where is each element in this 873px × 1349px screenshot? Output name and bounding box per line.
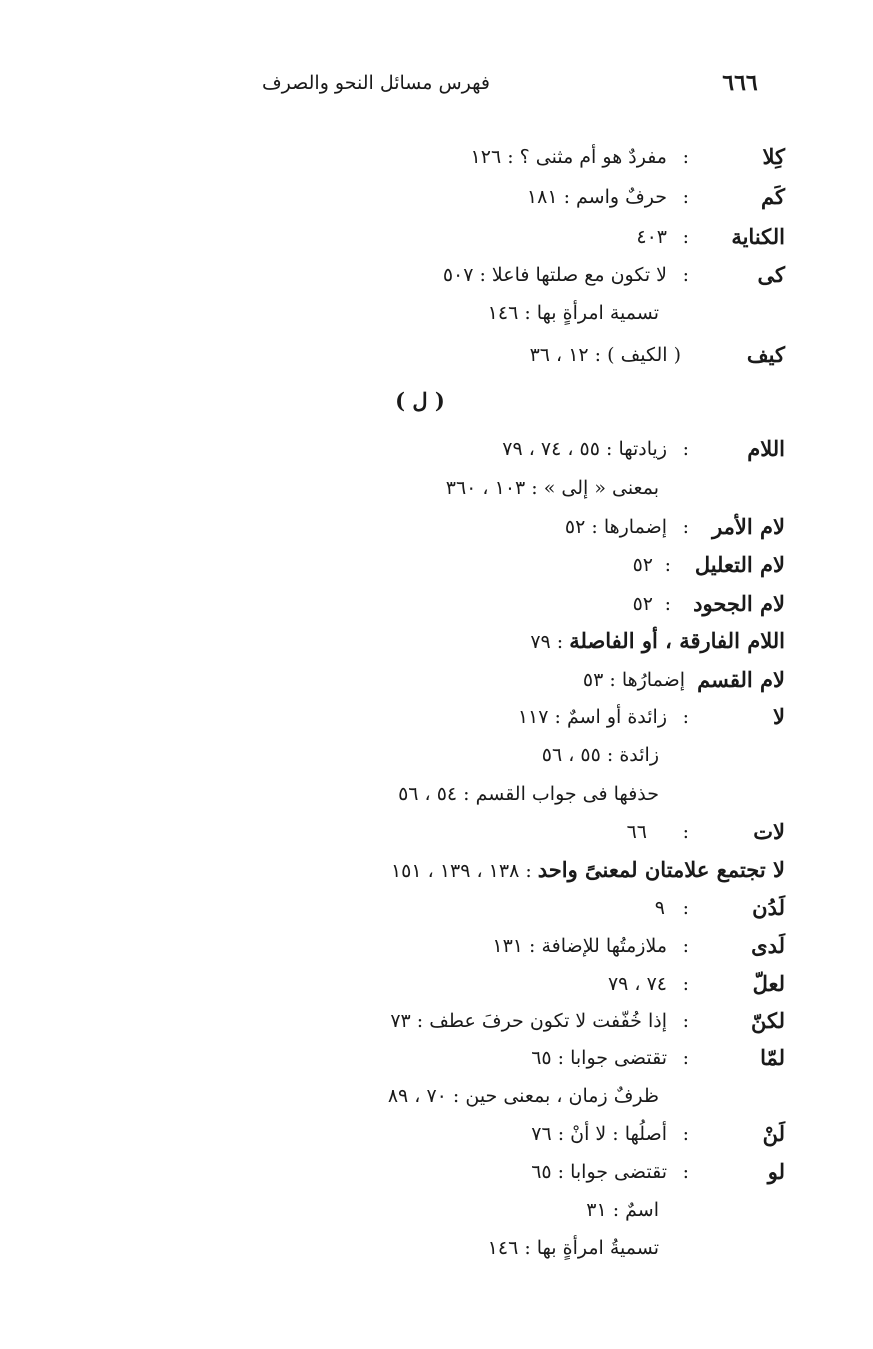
entry-term: اللام الفارقة ، أو الفاصلة <box>569 628 785 653</box>
entry-text: مفردٌ هو أم مثنى ؟ : ١٢٦ <box>470 146 667 168</box>
entry-colon: : <box>682 935 689 957</box>
entry-colon: : <box>682 516 689 538</box>
entry-colon: : <box>682 1047 689 1069</box>
entry-long <box>530 624 785 659</box>
entry-term: لام الجحود <box>693 591 785 616</box>
entry-text: ٥٢ <box>632 593 653 615</box>
entry-text: ظرفٌ زمان ، بمعنى حين : ٧٠ ، ٨٩ <box>387 1085 659 1107</box>
entry-text: ٩ <box>654 897 665 919</box>
entry-text: اسمٌ : ٣١ <box>586 1199 659 1221</box>
entry-colon: : <box>682 438 689 460</box>
entry-text: لا تكون مع صلتها فاعلا : ٥٠٧ <box>442 264 667 286</box>
entry-term: لَدُن <box>752 895 785 920</box>
entry-text: ٧٤ ، ٧٩ <box>607 973 667 995</box>
entry-text: إضمارها : ٥٢ <box>564 516 667 538</box>
entry-colon: : <box>682 186 689 208</box>
entry-text: تسمية امرأةٍ بها : ١٤٦ <box>487 302 659 324</box>
entry-text: حرفٌ واسم : ١٨١ <box>526 186 667 208</box>
entry-term: لات <box>753 819 785 844</box>
entry-text: زائدة : ٥٥ ، ٥٦ <box>541 744 659 766</box>
entry-term: كِلا <box>762 144 785 169</box>
entry-colon: : <box>682 897 689 919</box>
entry-colon: : <box>682 821 689 843</box>
entry-term: لَدى <box>751 933 785 958</box>
entry-text: إذا خُفّفت لا تكون حرفَ عطف : ٧٣ <box>390 1010 667 1032</box>
entry-text: تسميةُ امرأةٍ بها : ١٤٦ <box>487 1237 659 1259</box>
entry-text: تقتضى جوابا : ٦٥ <box>531 1047 667 1069</box>
entry-colon: : <box>682 1161 689 1183</box>
entry-term: لا <box>773 704 785 729</box>
entry-colon: : <box>682 226 689 248</box>
entry-colon: : <box>682 146 689 168</box>
entry-term: كيف <box>746 342 785 367</box>
entry-text: ٥٢ <box>632 554 653 576</box>
entry-term: الكناية <box>731 224 785 249</box>
entry-text: زائدة أو اسمٌ : ١١٧ <box>517 706 667 728</box>
entry-colon: : <box>664 554 671 576</box>
entry-term: لو <box>767 1159 785 1184</box>
entry-long <box>391 853 785 888</box>
entry-term: لام الأمر <box>712 514 785 539</box>
entry-text: ( الكيف ) : ١٢ ، ٣٦ <box>529 344 681 366</box>
entry-term: لام القسم <box>697 667 785 692</box>
entry-text: : ٧٩ <box>530 631 570 653</box>
section-heading-lam: ( ل ) <box>395 388 445 413</box>
running-header-title: فهرس مسائل النحو والصرف <box>261 72 490 94</box>
entry-text: ٤٠٣ <box>636 226 667 248</box>
entry-text: حذفها فى جواب القسم : ٥٤ ، ٥٦ <box>398 783 659 805</box>
entry-term: لام التعليل <box>694 552 785 577</box>
entry-term: لعلّ <box>752 971 785 996</box>
entry-colon: : <box>664 593 671 615</box>
entry-text: زيادتها : ٥٥ ، ٧٤ ، ٧٩ <box>502 438 667 460</box>
entry-colon: : <box>682 264 689 286</box>
entry-colon: : <box>682 1010 689 1032</box>
entry-text: أصلُها : لا أنْ : ٧٦ <box>531 1123 667 1145</box>
entry-colon: : <box>682 1123 689 1145</box>
entry-colon: : <box>682 973 689 995</box>
entry-text: ملازمتُها للإضافة : ١٣١ <box>492 935 667 957</box>
entry-term: لَنْ <box>762 1121 785 1146</box>
page-number: ٦٦٦ <box>722 70 758 96</box>
entry-term: كى <box>757 262 785 287</box>
entry-term: لكنّ <box>751 1008 785 1033</box>
entry-text: تقتضى جوابا : ٦٥ <box>531 1161 667 1183</box>
entry-colon: : <box>682 706 689 728</box>
entry-text: بمعنى « إلى » : ١٠٣ ، ٣٦٠ <box>445 477 659 499</box>
entry-text: ٦٦ <box>626 821 647 843</box>
entry-text: : ١٣٨ ، ١٣٩ ، ١٥١ <box>390 860 538 882</box>
entry-term: لا تجتمع علامتان لمعنىً واحد <box>537 857 785 882</box>
entry-term: كَم <box>761 184 785 209</box>
entry-term: لمّا <box>760 1045 785 1070</box>
entry-term: اللام <box>747 436 785 461</box>
entry-text: إضمارُها : ٥٣ <box>582 669 685 691</box>
